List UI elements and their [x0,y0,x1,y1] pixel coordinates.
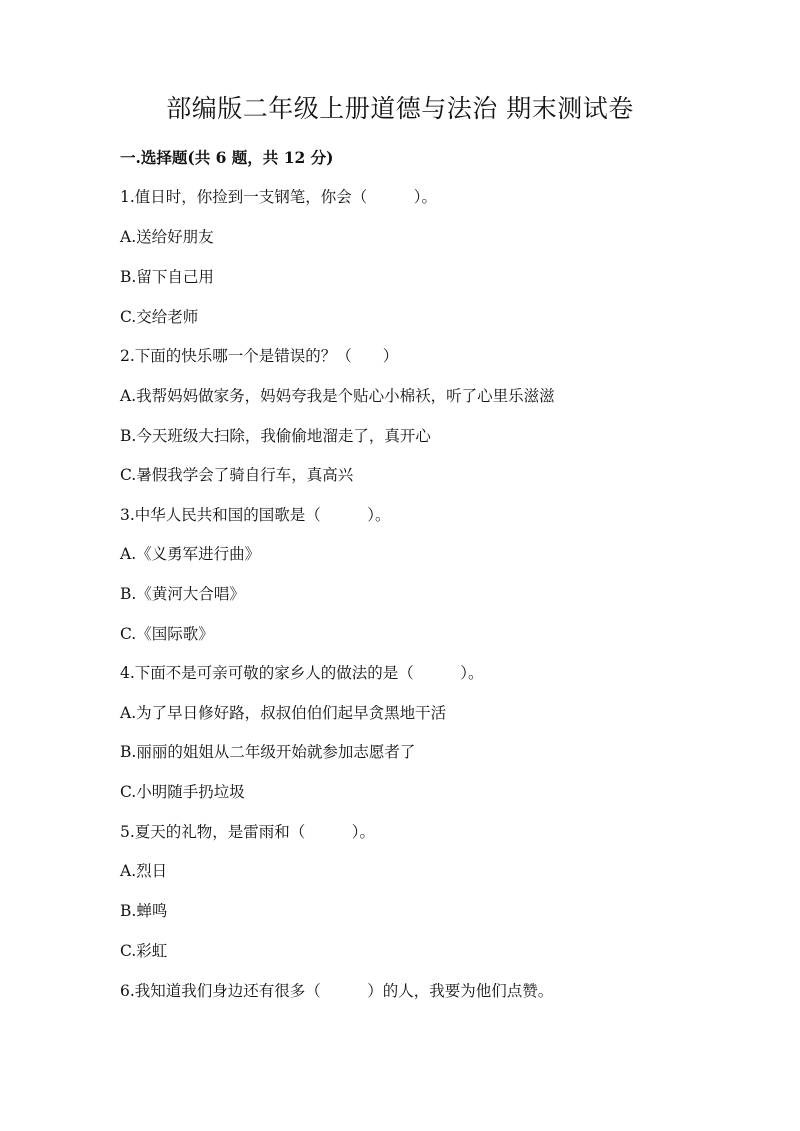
answer-option: C.小明随手扔垃圾 [120,783,245,801]
answer-option: B.今天班级大扫除，我偷偷地溜走了，真开心 [120,427,431,445]
answer-option: A.烈日 [120,862,168,880]
question-stem: 4.下面不是可亲可敬的家乡人的做法的是（ ）。 [120,664,484,682]
question-stem: 5.夏天的礼物，是雷雨和（ ）。 [120,823,376,841]
section-heading: 一.选择题(共 6 题，共 12 分) [120,148,334,167]
answer-option: C.《国际歌》 [120,625,214,643]
question-stem: 2.下面的快乐哪一个是错误的？（ ） [120,347,399,365]
answer-option: A.我帮妈妈做家务，妈妈夸我是个贴心小棉袄，听了心里乐滋滋 [120,387,555,405]
answer-option: B.蝉鸣 [120,902,168,920]
question-stem: 1.值日时，你捡到一支钢笔，你会（ ）。 [120,188,438,206]
answer-option: C.彩虹 [120,942,168,960]
answer-option: B.《黄河大合唱》 [120,585,245,603]
answer-option: B.丽丽的姐姐从二年级开始就参加志愿者了 [120,743,416,761]
question-stem: 6.我知道我们身边还有很多（ ）的人，我要为他们点赞。 [120,982,554,1000]
question-stem: 3.中华人民共和国的国歌是（ ）。 [120,506,391,524]
answer-option: C.交给老师 [120,308,199,326]
answer-option: A.《义勇军进行曲》 [120,545,261,563]
answer-option: A.为了早日修好路，叔叔伯伯们起早贪黑地干活 [120,704,447,722]
answer-option: B.留下自己用 [120,268,214,286]
answer-option: C.暑假我学会了骑自行车，真高兴 [120,466,354,484]
page-title: 部编版二年级上册道德与法治 期末测试卷 [166,94,634,123]
answer-option: A.送给好朋友 [120,228,214,246]
